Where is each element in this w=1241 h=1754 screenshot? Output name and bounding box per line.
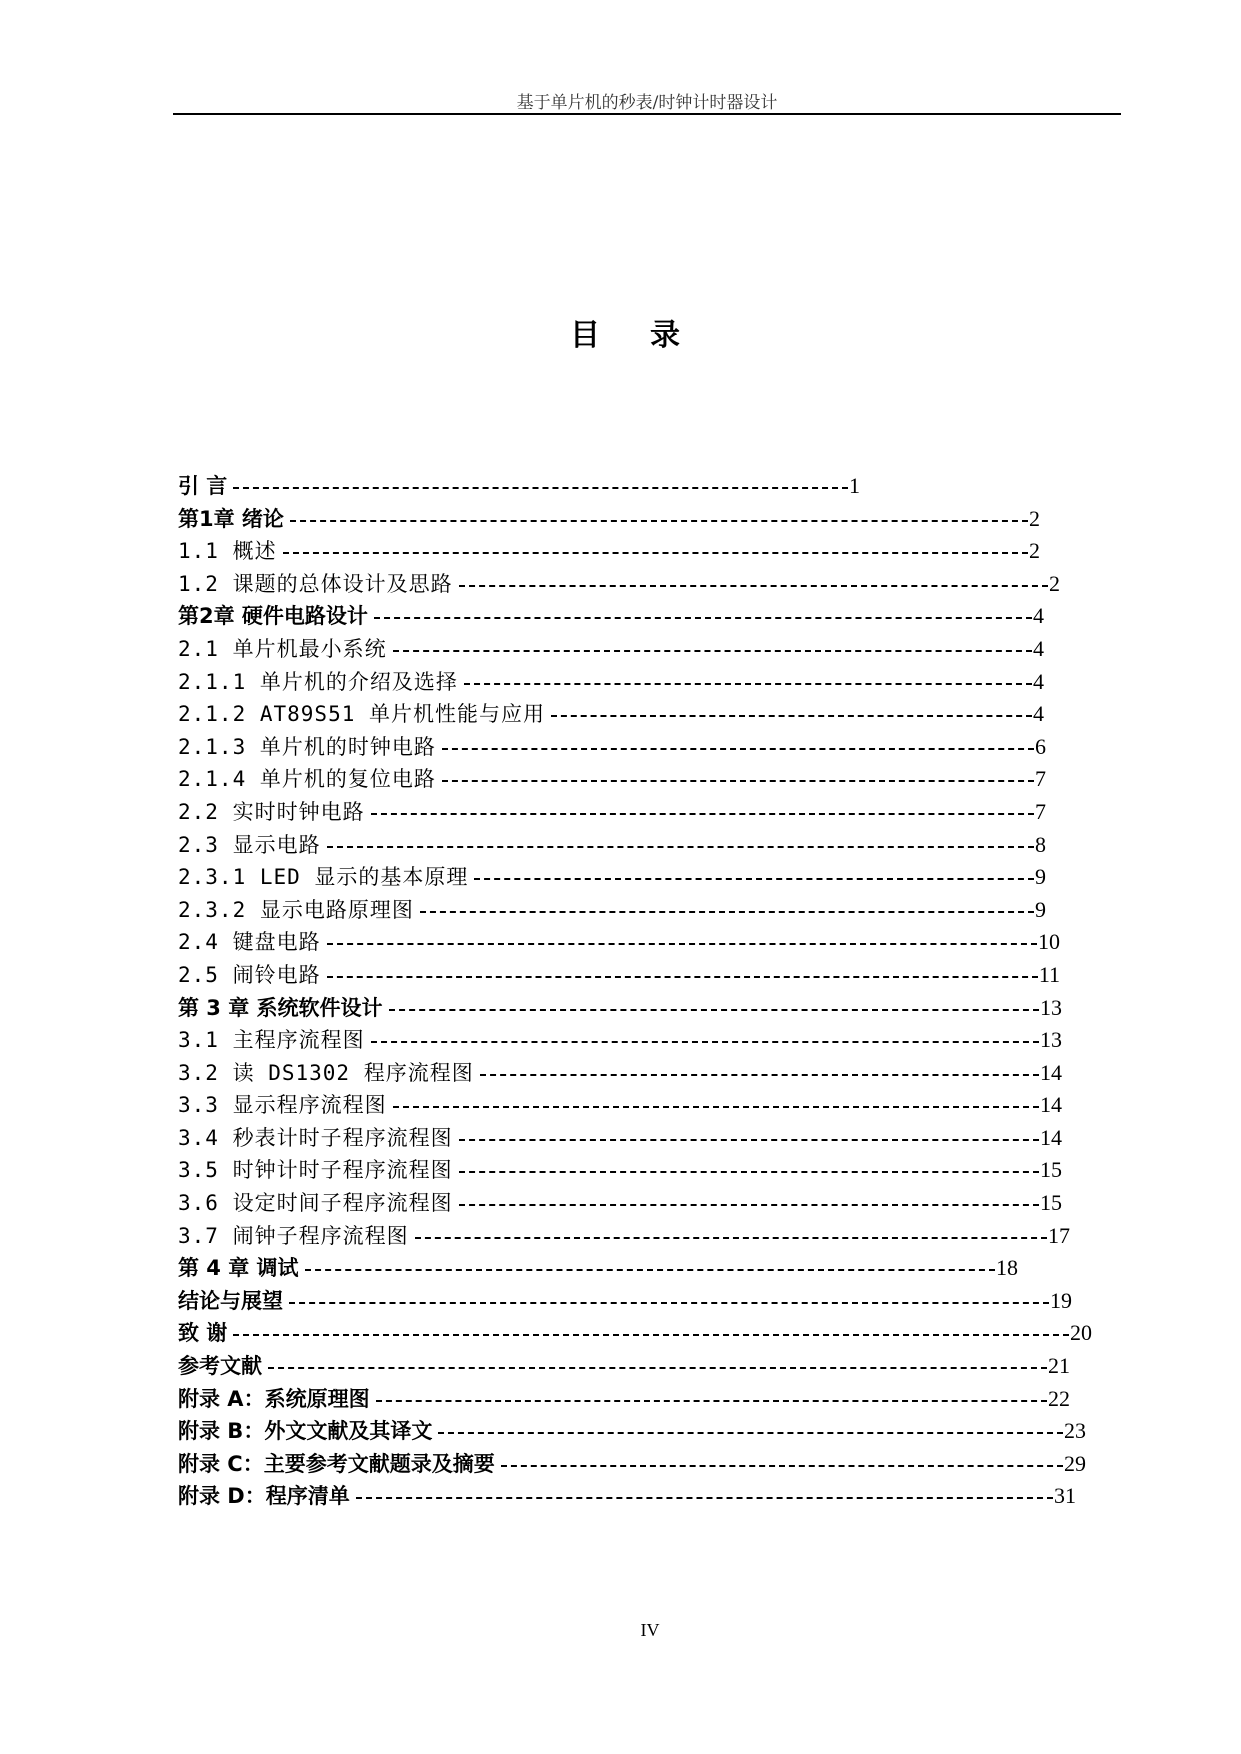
dot-leader — [327, 846, 1034, 848]
dot-leader — [464, 683, 1032, 685]
toc-entry-label: 第2章 硬件电路设计 — [178, 600, 374, 633]
toc-entry-page: 22 — [1047, 1383, 1070, 1416]
toc-entry-label: 2.1.4 单片机的复位电路 — [178, 763, 442, 796]
toc-entry[interactable] — [178, 1415, 1118, 1448]
toc-entry[interactable] — [178, 1448, 1118, 1481]
toc-entry[interactable] — [178, 894, 1118, 927]
toc-entry-label: 参考文献 — [178, 1350, 268, 1383]
toc-entry-label: 结论与展望 — [178, 1285, 289, 1318]
toc-entry[interactable] — [178, 1252, 1118, 1285]
toc-entry-label: 3.6 设定时间子程序流程图 — [178, 1187, 459, 1220]
dot-leader — [442, 780, 1034, 782]
toc-entry-page: 4 — [1032, 666, 1044, 699]
toc-entry-label: 1.1 概述 — [178, 535, 283, 568]
toc-entry-label: 2.3.2 显示电路原理图 — [178, 894, 420, 927]
toc-entry-label: 2.5 闹铃电路 — [178, 959, 327, 992]
toc-entry[interactable] — [178, 1317, 1118, 1350]
toc-entry-label: 2.1 单片机最小系统 — [178, 633, 393, 666]
toc-entry-page: 17 — [1047, 1220, 1070, 1253]
toc-entry-page: 13 — [1039, 1024, 1062, 1057]
toc-entry[interactable] — [178, 796, 1118, 829]
dot-leader — [415, 1237, 1047, 1239]
dot-leader — [371, 813, 1034, 815]
toc-entry-label: 3.3 显示程序流程图 — [178, 1089, 393, 1122]
toc-entry[interactable] — [178, 1024, 1118, 1057]
toc-entry-page: 13 — [1039, 992, 1062, 1025]
toc-entry-page: 31 — [1053, 1480, 1076, 1513]
toc-entry-page: 20 — [1069, 1317, 1092, 1350]
toc-entry[interactable] — [178, 568, 1118, 601]
toc-entry-label: 第 3 章 系统软件设计 — [178, 992, 389, 1025]
toc-entry[interactable] — [178, 470, 1118, 503]
toc-entry-label: 3.7 闹钟子程序流程图 — [178, 1220, 415, 1253]
toc-entry-page: 9 — [1034, 894, 1046, 927]
dot-leader — [233, 487, 848, 489]
toc-list — [178, 470, 1118, 1513]
toc-entry[interactable] — [178, 1480, 1118, 1513]
toc-entry-label: 致 谢 — [178, 1317, 233, 1350]
dot-leader — [551, 715, 1032, 717]
toc-entry-label: 2.1.3 单片机的时钟电路 — [178, 731, 442, 764]
toc-entry-label: 附录 C：主要参考文献题录及摘要 — [178, 1448, 501, 1481]
toc-entry[interactable] — [178, 1122, 1118, 1155]
toc-entry[interactable] — [178, 763, 1118, 796]
toc-entry-page: 23 — [1063, 1415, 1086, 1448]
toc-entry-label: 附录 D：程序清单 — [178, 1480, 356, 1513]
dot-leader — [393, 650, 1032, 652]
toc-entry-label: 2.4 键盘电路 — [178, 926, 327, 959]
toc-entry-page: 4 — [1032, 600, 1044, 633]
toc-entry-label: 附录 B：外文文献及其译文 — [178, 1415, 438, 1448]
toc-entry[interactable] — [178, 503, 1118, 536]
toc-entry-label: 2.1.2 AT89S51 单片机性能与应用 — [178, 698, 551, 731]
dot-leader — [233, 1334, 1069, 1336]
toc-entry-page: 2 — [1048, 568, 1060, 601]
toc-entry[interactable] — [178, 959, 1118, 992]
dot-leader — [376, 1400, 1047, 1402]
toc-entry-label: 3.4 秒表计时子程序流程图 — [178, 1122, 459, 1155]
dot-leader — [268, 1367, 1047, 1369]
toc-entry-page: 2 — [1028, 503, 1040, 536]
toc-entry-label: 2.2 实时时钟电路 — [178, 796, 371, 829]
toc-entry[interactable] — [178, 1350, 1118, 1383]
toc-entry-page: 6 — [1034, 731, 1046, 764]
toc-entry[interactable] — [178, 1383, 1118, 1416]
dot-leader — [420, 911, 1034, 913]
dot-leader — [289, 1302, 1049, 1304]
dot-leader — [474, 878, 1034, 880]
toc-entry-label: 引 言 — [178, 470, 233, 503]
header-rule — [173, 113, 1121, 115]
toc-entry[interactable] — [178, 1089, 1118, 1122]
toc-entry[interactable] — [178, 1187, 1118, 1220]
toc-entry-page: 9 — [1034, 861, 1046, 894]
dot-leader — [374, 617, 1032, 619]
toc-entry-label: 2.3.1 LED 显示的基本原理 — [178, 861, 474, 894]
dot-leader — [501, 1465, 1063, 1467]
toc-entry-page: 18 — [995, 1252, 1018, 1285]
dot-leader — [393, 1106, 1039, 1108]
toc-entry-page: 7 — [1034, 796, 1046, 829]
dot-leader — [327, 943, 1037, 945]
page-number: IV — [640, 1620, 660, 1640]
toc-entry-page: 8 — [1034, 829, 1046, 862]
toc-entry-page: 10 — [1037, 926, 1060, 959]
toc-entry-page: 11 — [1038, 959, 1060, 992]
dot-leader — [459, 1204, 1039, 1206]
toc-entry-page: 14 — [1039, 1057, 1062, 1090]
toc-entry-page: 1 — [848, 470, 860, 503]
toc-entry-label: 3.1 主程序流程图 — [178, 1024, 371, 1057]
toc-entry-page: 7 — [1034, 763, 1046, 796]
toc-entry-page: 21 — [1047, 1350, 1070, 1383]
toc-entry[interactable] — [178, 926, 1118, 959]
dot-leader — [389, 1009, 1039, 1011]
toc-entry[interactable] — [178, 666, 1118, 699]
toc-entry[interactable] — [178, 861, 1118, 894]
dot-leader — [290, 520, 1028, 522]
toc-entry-label: 2.1.1 单片机的介绍及选择 — [178, 666, 464, 699]
toc-entry-page: 4 — [1032, 633, 1044, 666]
dot-leader — [438, 1432, 1063, 1434]
dot-leader — [283, 552, 1028, 554]
toc-entry[interactable] — [178, 633, 1118, 666]
toc-entry-page: 14 — [1039, 1122, 1062, 1155]
toc-entry[interactable] — [178, 731, 1118, 764]
toc-entry-label: 第 4 章 调试 — [178, 1252, 305, 1285]
toc-entry-label: 附录 A：系统原理图 — [178, 1383, 376, 1416]
toc-entry-label: 第1章 绪论 — [178, 503, 290, 536]
dot-leader — [459, 1171, 1039, 1173]
toc-entry-page: 19 — [1049, 1285, 1072, 1318]
dot-leader — [356, 1497, 1053, 1499]
toc-entry[interactable] — [178, 1220, 1118, 1253]
toc-entry[interactable] — [178, 1285, 1118, 1318]
toc-entry-page: 2 — [1028, 535, 1040, 568]
toc-entry-label: 3.2 读 DS1302 程序流程图 — [178, 1057, 480, 1090]
toc-entry-page: 4 — [1032, 698, 1044, 731]
toc-entry[interactable] — [178, 1154, 1118, 1187]
toc-entry-label: 2.3 显示电路 — [178, 829, 327, 862]
dot-leader — [371, 1041, 1039, 1043]
toc-entry-page: 15 — [1039, 1154, 1062, 1187]
toc-entry[interactable] — [178, 535, 1118, 568]
toc-entry-label: 1.2 课题的总体设计及思路 — [178, 568, 459, 601]
dot-leader — [459, 1139, 1039, 1141]
toc-title: 目录 — [570, 318, 730, 353]
toc-entry[interactable] — [178, 829, 1118, 862]
dot-leader — [480, 1074, 1039, 1076]
toc-entry-page: 14 — [1039, 1089, 1062, 1122]
dot-leader — [442, 748, 1034, 750]
toc-entry-label: 3.5 时钟计时子程序流程图 — [178, 1154, 459, 1187]
dot-leader — [327, 976, 1038, 978]
toc-entry-page: 29 — [1063, 1448, 1086, 1481]
dot-leader — [459, 585, 1048, 587]
dot-leader — [305, 1269, 995, 1271]
toc-entry[interactable] — [178, 1057, 1118, 1090]
running-header: 基于单片机的秒表/时钟计时器设计 — [516, 93, 778, 113]
toc-entry-page: 15 — [1039, 1187, 1062, 1220]
toc-entry[interactable] — [178, 698, 1118, 731]
toc-entry[interactable] — [178, 600, 1118, 633]
toc-entry[interactable] — [178, 992, 1118, 1025]
